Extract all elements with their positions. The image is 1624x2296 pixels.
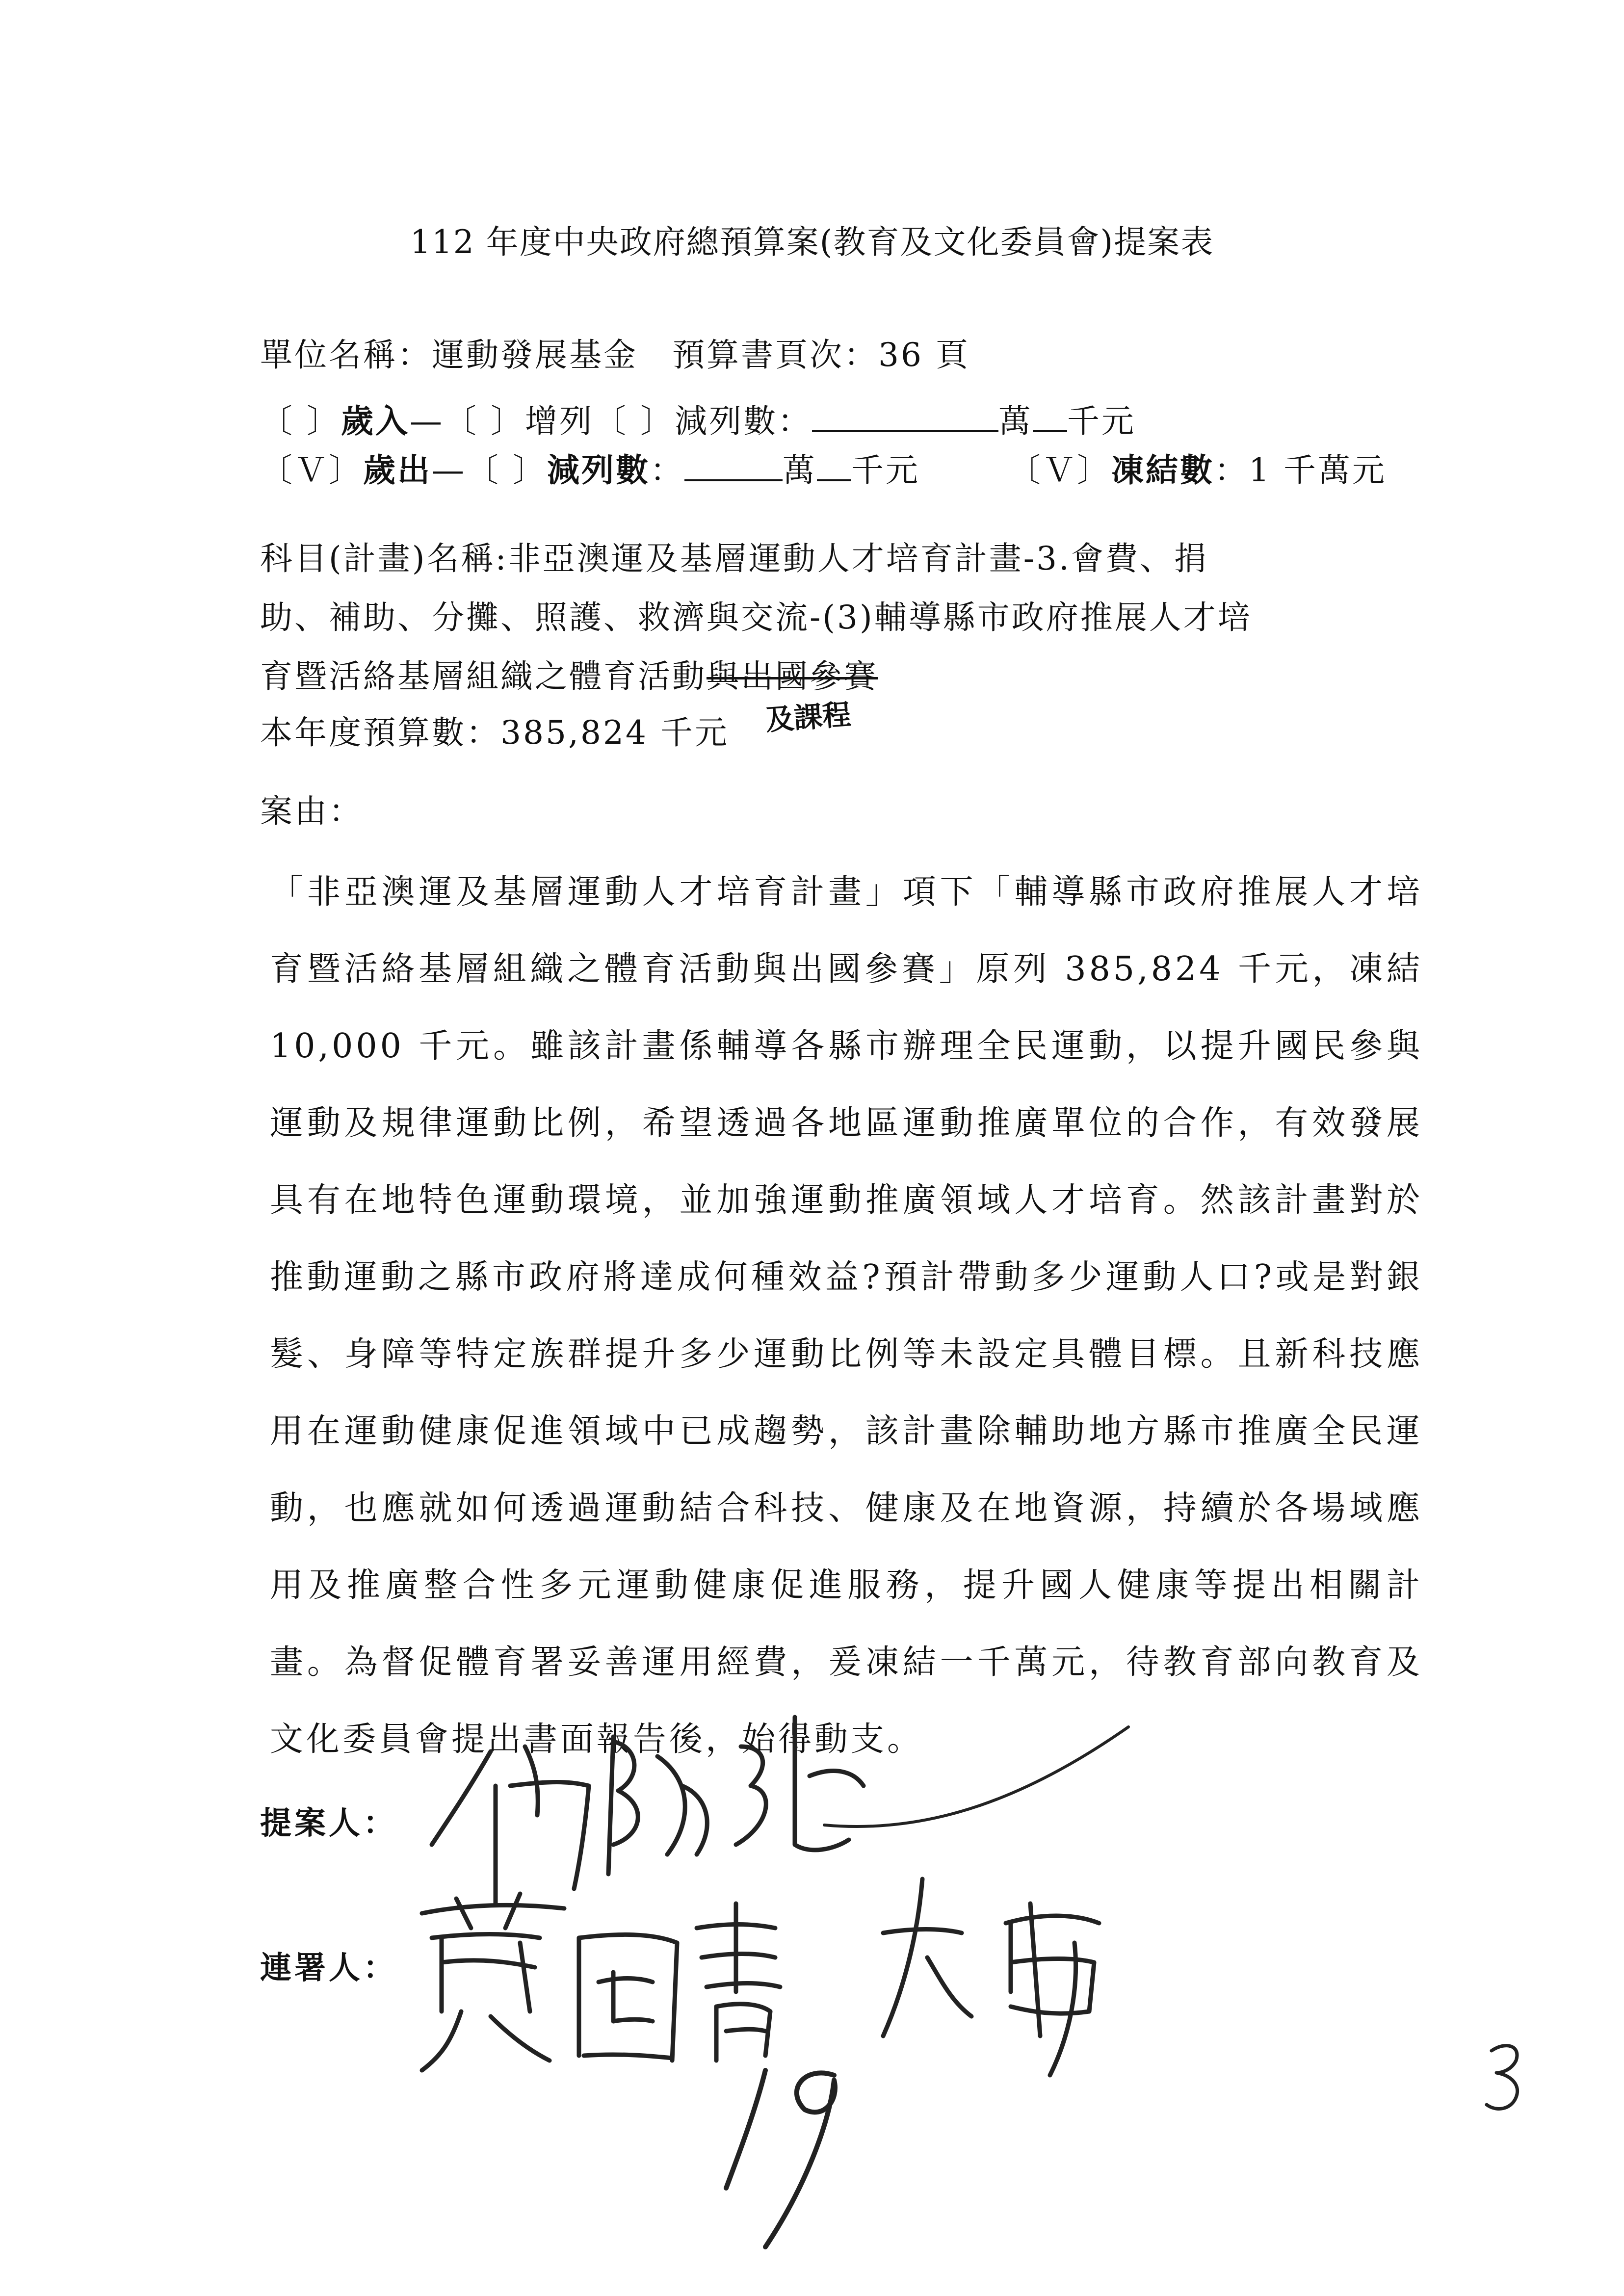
handwritten-number [726, 2070, 835, 2247]
subject-line-3-prefix: 育暨活絡基層組織之體育活動 [260, 657, 707, 695]
revenue-increase: 〔 〕增列 [444, 402, 594, 440]
proposer-label: 提案人： [260, 1805, 397, 1842]
expenditure-label: 歲出 [363, 451, 432, 489]
freeze-label: 凍結數 [1111, 451, 1214, 489]
revenue-qianyuan: 千元 [1067, 402, 1136, 440]
expenditure-decrease: 減列數 [547, 451, 650, 489]
subject-line-2: 助、補助、分攤、照護、救濟與交流-(3)輔導縣市政府推展人才培 [260, 599, 1252, 636]
case-label: 案由： [260, 792, 363, 830]
handwritten-note: 及課程 [764, 698, 852, 737]
unit-line: 單位名稱：運動發展基金 預算書頁次：36 頁 [260, 336, 970, 374]
expenditure-dash: — [432, 451, 466, 489]
cosigner-signature-2 [697, 1904, 780, 2061]
revenue-dash: — [409, 402, 444, 440]
page-number [1487, 2046, 1518, 2109]
expenditure-colon: ： [650, 451, 684, 489]
budget-amount: 本年度預算數：385,824 千元 [260, 714, 729, 752]
cosigner-signature-3 [883, 1879, 1099, 2075]
revenue-bracket: 〔 〕 [260, 402, 341, 440]
cosigner-label: 連署人： [260, 1950, 397, 1986]
cosigner-signature-1 [422, 1894, 677, 2070]
expenditure-bracket: 〔Ｖ〕 [260, 451, 363, 489]
revenue-wan: 萬 [998, 402, 1033, 440]
revenue-label: 歲入 [341, 402, 410, 440]
revenue-decrease: 〔 〕減列數： [593, 402, 812, 440]
proposer-signature [432, 1717, 1128, 1904]
case-body: 「非亞澳運及基層運動人才培育計畫」項下「輔導縣市政府推展人才培育暨活絡基層組織之體育活動與出國參賽」原列 385,824 千元，凍結 10,000 千元。雖該計畫係輔導各縣市辦理全民運動，以提升國民參與運動及規律運動比例，希望透過各地區運動推廣單位的合作，有效發展具有在地特色運動環境，並加強運動推廣領域人才培育。然該計畫對於推動運動之縣市政府將達成何種效益?預計帶動多少運動人口?或是對銀髮、身障等特定族群提升多少運動比例等未設定具體目標。且新科技應用在運動健康促進領域中已成趨勢，該計畫除輔助地方縣市推廣全民運動，也應就如何透過運動結合科技、健康及在地資源，持續於各場域應用及推廣整合性多元運動健康促進服務，提升國人健康等提出相關計畫。為督促體育署妥善運用經費，爰凍結一千萬元，待教育部向教育及文化委員會提出書面報告後，始得動支。 [270, 873, 1423, 1759]
freeze-value: ：1 千萬元 [1214, 451, 1387, 489]
expenditure-wan: 萬 [782, 451, 817, 489]
freeze-bracket: 〔Ｖ〕 [1008, 451, 1111, 489]
expenditure-decrease-bracket: 〔 〕 [466, 451, 547, 489]
struck-text: 與出國參賽 [707, 657, 878, 695]
subject-line-1: 科目(計畫)名稱:非亞澳運及基層運動人才培育計畫-3.會費、捐 [260, 540, 1209, 577]
expenditure-qianyuan: 千元 [851, 451, 920, 489]
page-title: 112 年度中央政府總預算案(教育及文化委員會)提案表 [410, 223, 1214, 261]
